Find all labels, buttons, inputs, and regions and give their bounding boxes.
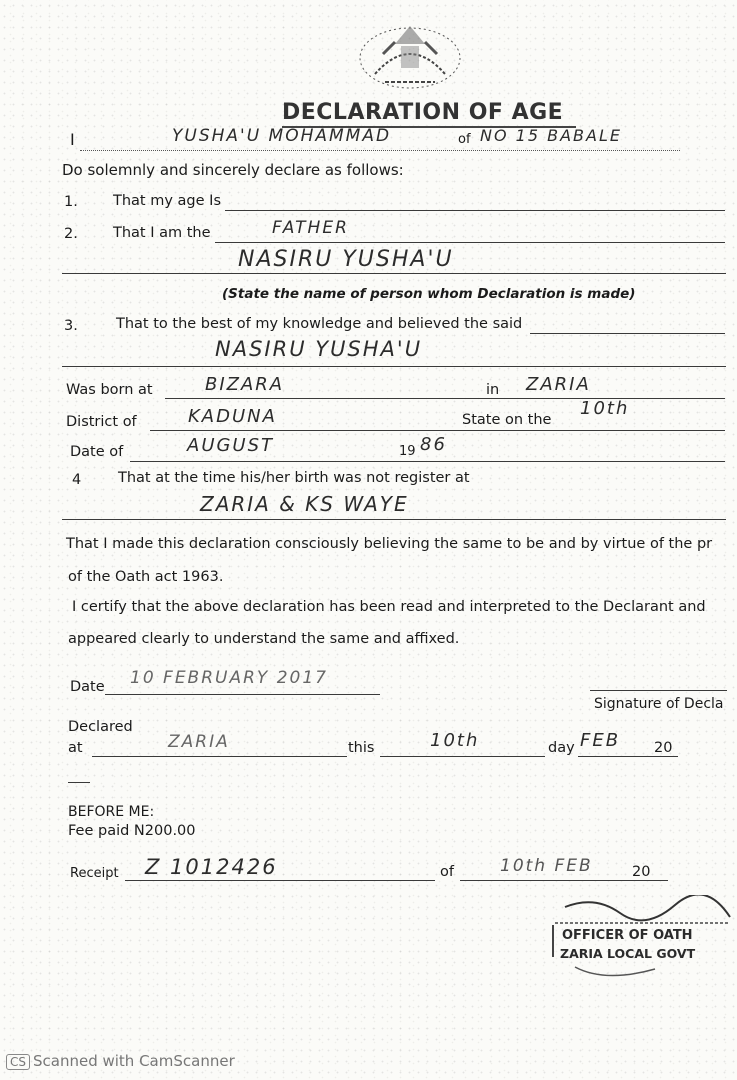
receipt-label: Receipt: [70, 866, 119, 881]
certify-text: I certify that the above declaration has been read and interpreted to the Declarant and: [72, 599, 706, 615]
declared-at-handwritten: ZARIA: [168, 732, 230, 752]
declared-label: Declared: [68, 719, 133, 735]
declared-month-handwritten: FEB: [580, 730, 621, 751]
birth-month-handwritten: AUGUST: [187, 435, 275, 456]
day-line: [578, 756, 678, 757]
receipt-date-handwritten: 10th FEB: [500, 856, 593, 876]
item-4-number: 4: [72, 472, 82, 488]
date-handwritten: 10 FEBRUARY 2017: [130, 668, 328, 688]
in-label: in: [486, 382, 500, 398]
birth-place-handwritten: BIZARA: [205, 374, 285, 395]
item-1-number: 1.: [64, 194, 78, 210]
at-label: at: [68, 740, 83, 756]
date-line: [105, 694, 380, 695]
person-name-2-line: [62, 366, 726, 367]
person-name-2-handwritten: NASIRU YUSHA'U: [215, 337, 423, 361]
this-label: this: [348, 740, 375, 756]
item-2-text: That I am the: [113, 225, 211, 241]
receipt-number-handwritten: Z 1012426: [145, 855, 278, 879]
year-prefix: 19: [399, 444, 416, 459]
age-line: [225, 210, 725, 211]
declarant-name-handwritten: YUSHA'U MOHAMMAD: [172, 126, 392, 146]
district-handwritten: KADUNA: [188, 406, 277, 427]
signature-line: [590, 690, 727, 691]
birth-town-handwritten: ZARIA: [526, 374, 591, 395]
person-name-line: [62, 273, 726, 274]
birth-year-handwritten: 86: [420, 434, 447, 455]
year-label: 20: [654, 740, 673, 756]
person-name-handwritten: NASIRU YUSHA'U: [238, 247, 454, 272]
date-of-label: Date of: [70, 444, 124, 460]
stamp-line-1: OFFICER OF OATH: [562, 928, 693, 943]
item-1-text: That my age Is: [113, 193, 221, 209]
this-line: [380, 756, 545, 757]
day-label: day: [548, 740, 575, 756]
date-label: Date: [70, 679, 105, 695]
intro-line: [80, 150, 680, 151]
relation-handwritten: FATHER: [272, 218, 349, 238]
person-name-caption: (State the name of person whom Declaration is made): [222, 286, 636, 302]
i-label: I: [70, 130, 75, 149]
state-on-the-label: State on the: [462, 412, 552, 428]
district-line: [150, 430, 725, 431]
relation-line: [215, 242, 725, 243]
registration-line: [62, 519, 726, 520]
item-3-text: That to the best of my knowledge and believed the said: [116, 316, 523, 332]
receipt-line: [125, 880, 435, 881]
signature-label: Signature of Decla: [594, 696, 724, 712]
camscanner-badge: CS: [6, 1054, 30, 1070]
birth-day-handwritten: 10th: [580, 398, 630, 419]
date-of-line: [130, 461, 725, 462]
receipt-of-label: of: [440, 864, 454, 880]
camscanner-text: Scanned with CamScanner: [33, 1052, 235, 1070]
consciously-text: That I made this declaration consciously believing the same to be and by virtue of the pr: [66, 536, 713, 552]
declarant-address-handwritten: NO 15 BABALE: [480, 126, 622, 145]
receipt-year-label: 20: [632, 864, 651, 880]
declared-day-handwritten: 10th: [430, 730, 480, 751]
fee-paid-text: Fee paid N200.00: [68, 823, 196, 839]
receipt-year-line: [628, 880, 668, 881]
said-line: [530, 333, 725, 334]
born-line: [165, 398, 725, 399]
was-born-label: Was born at: [66, 382, 153, 398]
district-label: District of: [66, 414, 137, 430]
of-label: of: [458, 132, 471, 147]
camscanner-footer: [6, 1052, 235, 1070]
registration-place-handwritten: ZARIA & KS WAYE: [200, 492, 409, 516]
item-4-text: That at the time his/her birth was not register at: [118, 470, 470, 486]
before-me-text: BEFORE ME:: [68, 804, 155, 820]
receipt-of-line: [460, 880, 630, 881]
oath-act-text: of the Oath act 1963.: [68, 569, 224, 585]
declared-at-line: [92, 756, 347, 757]
short-dash: [68, 782, 90, 783]
document-title: DECLARATION OF AGE: [282, 100, 564, 125]
item-2-number: 2.: [64, 226, 78, 242]
coat-of-arms-emblem: [355, 14, 465, 94]
item-3-number: 3.: [64, 318, 78, 334]
appeared-text: appeared clearly to understand the same and affixed.: [68, 631, 460, 647]
solemn-declaration-text: Do solemnly and sincerely declare as follows:: [62, 161, 404, 179]
stamp-line-2: ZARIA LOCAL GOVT: [560, 946, 696, 961]
